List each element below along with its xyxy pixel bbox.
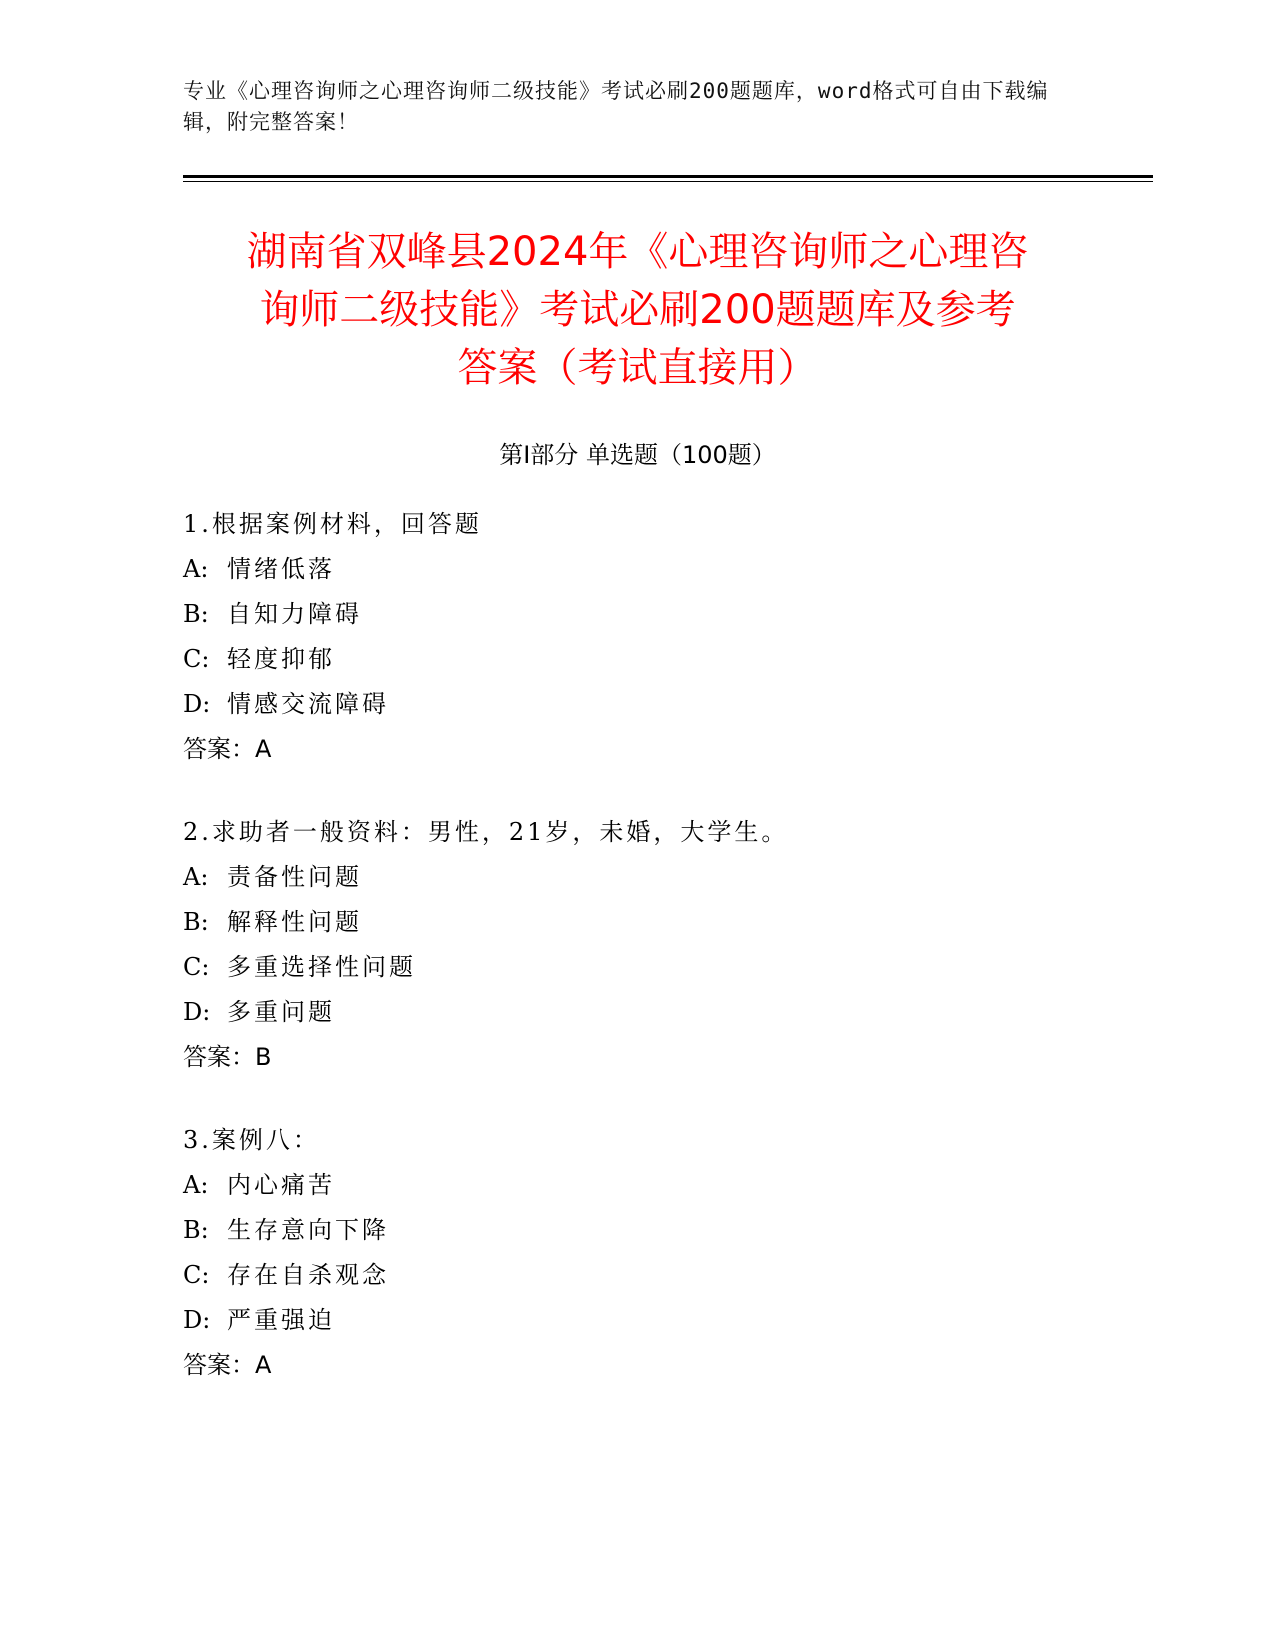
option-a — [183, 1163, 1083, 1208]
option-letter: C: — [183, 645, 210, 673]
option-text: 严重强迫 — [227, 1306, 335, 1334]
section-title: 第Ⅰ部分 单选题（100题） — [499, 441, 776, 469]
answer-line: 答案：B — [183, 1043, 272, 1071]
option-d — [183, 682, 1083, 727]
title-line-3: 答案（考试直接用） — [457, 345, 818, 391]
option-d — [183, 1298, 1083, 1343]
answer-line: 答案：A — [183, 1351, 272, 1379]
option-text: 存在自杀观念 — [227, 1261, 389, 1289]
option-c — [183, 1253, 1083, 1298]
option-text: 情感交流障碍 — [227, 690, 389, 718]
option-text: 解释性问题 — [227, 908, 362, 936]
document-title — [150, 223, 1125, 397]
option-letter: D: — [183, 998, 211, 1026]
header-rule — [183, 175, 1153, 178]
option-c — [183, 637, 1083, 682]
option-letter: A: — [183, 863, 209, 891]
question-stem: 3.案例八： — [183, 1126, 320, 1154]
option-b — [183, 1208, 1083, 1253]
option-b — [183, 900, 1083, 945]
option-text: 轻度抑郁 — [227, 645, 335, 673]
option-b — [183, 592, 1083, 637]
option-letter: C: — [183, 953, 210, 981]
answer-line: 答案：A — [183, 735, 272, 763]
option-a — [183, 855, 1083, 900]
question-3 — [183, 1118, 1083, 1388]
option-letter: D: — [183, 690, 211, 718]
option-text: 多重选择性问题 — [227, 953, 416, 981]
option-text: 生存意向下降 — [227, 1216, 389, 1244]
option-letter: D: — [183, 1306, 211, 1334]
option-text: 情绪低落 — [227, 555, 335, 583]
option-c — [183, 945, 1083, 990]
option-letter: B: — [183, 908, 209, 936]
question-stem: 2.求助者一般资料：男性，21岁，未婚，大学生。 — [183, 818, 789, 846]
header-rule-thin — [183, 181, 1153, 182]
option-letter: B: — [183, 1216, 209, 1244]
option-text: 多重问题 — [227, 998, 335, 1026]
option-d — [183, 990, 1083, 1035]
question-2 — [183, 810, 1083, 1080]
option-letter: A: — [183, 1171, 209, 1199]
header-note: 专业《心理咨询师之心理咨询师二级技能》考试必刷200题题库，word格式可自由下载编辑，附完整答案！ — [183, 79, 1049, 134]
title-line-2: 询师二级技能》考试必刷200题题库及参考 — [259, 287, 1016, 333]
option-a — [183, 547, 1083, 592]
question-stem: 1.根据案例材料，回答题 — [183, 510, 482, 538]
option-letter: C: — [183, 1261, 210, 1289]
option-letter: B: — [183, 600, 209, 628]
option-text: 自知力障碍 — [227, 600, 362, 628]
question-1 — [183, 502, 1083, 772]
option-letter: A: — [183, 555, 209, 583]
title-line-1: 湖南省双峰县2024年《心理咨询师之心理咨 — [246, 229, 1029, 275]
option-text: 责备性问题 — [227, 863, 362, 891]
option-text: 内心痛苦 — [227, 1171, 335, 1199]
